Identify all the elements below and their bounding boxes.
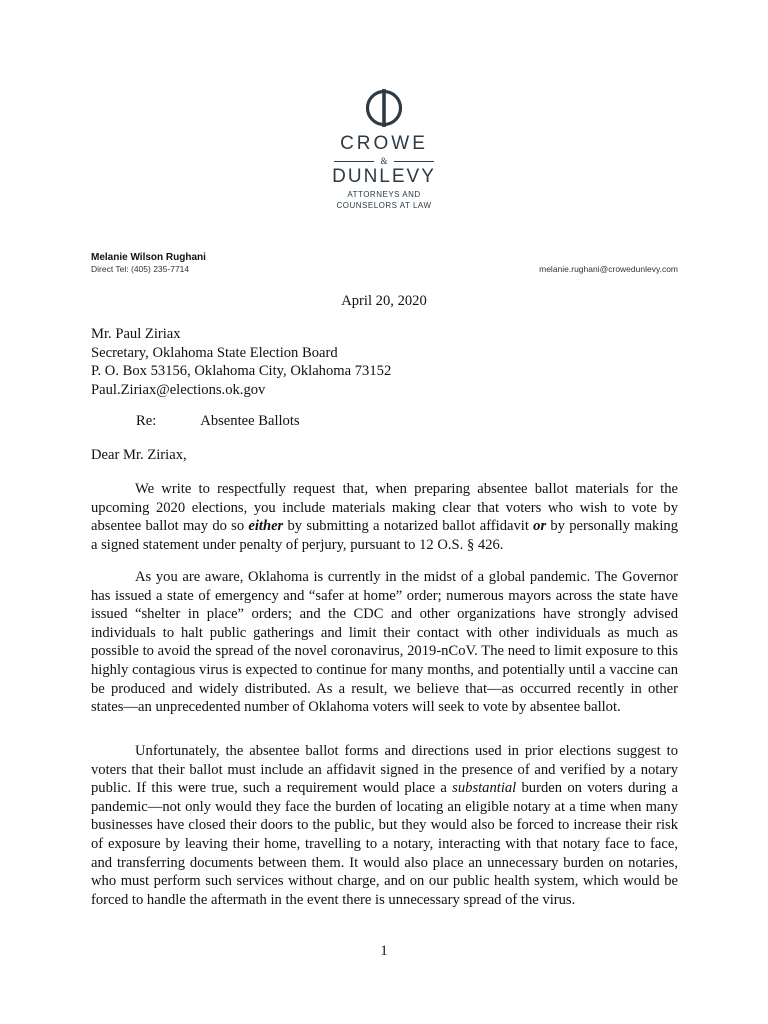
- sender-direct-tel: Direct Tel: (405) 235-7714: [91, 264, 190, 274]
- firm-name-crowe: CROWE: [340, 133, 428, 154]
- recipient-email[interactable]: Paul.Ziriax@elections.ok.gov: [91, 381, 266, 398]
- sender-block: [91, 252, 206, 275]
- firm-tagline-line1: ATTORNEYS AND: [347, 190, 421, 199]
- recipient-street: P. O. Box 53156, Oklahoma City, Oklahoma 73152: [91, 363, 392, 380]
- paragraph-text: by personally making a signed statement under penalty of perjury, pursuant to 12 O.S. § 426.: [91, 518, 679, 553]
- re-subject: Absentee Ballots: [200, 413, 300, 429]
- body-paragraph-2: [91, 568, 678, 717]
- emphasis-substantial: substantial: [452, 780, 517, 797]
- paragraph-text: by submitting a notarized ballot affidavit: [283, 518, 534, 535]
- subject-line: [136, 412, 300, 431]
- paragraph-text: As you are aware, Oklahoma is currently in the midst of a global pandemic. The Governor has issued a state of emergency and “safer at home” order; numerous mayors across the state have issued “shelter in place” orders; and the CDC and other organizations have strongly advised individuals to halt public gatherings and limit their contact with other individuals as much as possible to avoid the spread of the novel coronavirus, 2019-nCoV. The need to limit exposure to this highly contagious virus is expected to continue for many months, and potentially until a vaccine can be produced and widely distributed. As a result, we believe that—as occurred recently in other states—an unprecedented number of Oklahoma voters will seek to vote by absentee ballot.: [91, 569, 678, 716]
- divider: [334, 161, 374, 162]
- sender-email[interactable]: melanie.rughani@crowedunlevy.com: [539, 264, 678, 274]
- emphasis-either: either: [248, 518, 284, 535]
- paragraph-text: We write to respectfully request that, when preparing absentee ballot materials for the upcoming 2020 elections, you include materials making clear that voters who wish to vote by absentee ballot may do so: [91, 481, 678, 535]
- paragraph-text: burden on voters during a pandemic—not only would they face the burden of locating an eligible notary at a time when many businesses have closed their doors to the public, but they would also be forced to increase their risk of exposure by leaving their home, travelling to a notary, interacting with that notary face to face, and transferring documents between them. It would also place an unnecessary burden on notaries, who must perform such services without charge, and on our public health system, which would be forced to handle the aftermath in the event there is unnecessary spread of the virus.: [91, 780, 678, 908]
- recipient-address: [91, 325, 391, 399]
- recipient-title: Secretary, Oklahoma State Election Board: [91, 344, 338, 361]
- emphasis-or: or: [533, 518, 547, 535]
- firm-name-dunlevy: DUNLEVY: [332, 166, 436, 187]
- body-paragraph-1: [91, 480, 678, 554]
- re-label: Re:: [136, 413, 157, 429]
- letterhead: [0, 88, 768, 211]
- crowe-dunlevy-logo-icon: [364, 88, 404, 128]
- sender-name: Melanie Wilson Rughani: [91, 252, 206, 263]
- letter-date: April 20, 2020: [341, 293, 427, 309]
- firm-tagline-line2: COUNSELORS AT LAW: [336, 201, 432, 210]
- firm-ampersand: &: [380, 156, 388, 166]
- divider: [394, 161, 434, 162]
- page-number: 1: [380, 943, 388, 959]
- salutation: Dear Mr. Ziriax,: [91, 447, 187, 463]
- paragraph-text: Unfortunately, the absentee ballot forms and directions used in prior elections suggest to voters that their ballot must include an affidavit signed in the presence of and verified by a notary public. If this were true, such a requirement would place a: [91, 743, 678, 797]
- body-paragraph-3: [91, 742, 678, 909]
- recipient-name: Mr. Paul Ziriax: [91, 326, 181, 342]
